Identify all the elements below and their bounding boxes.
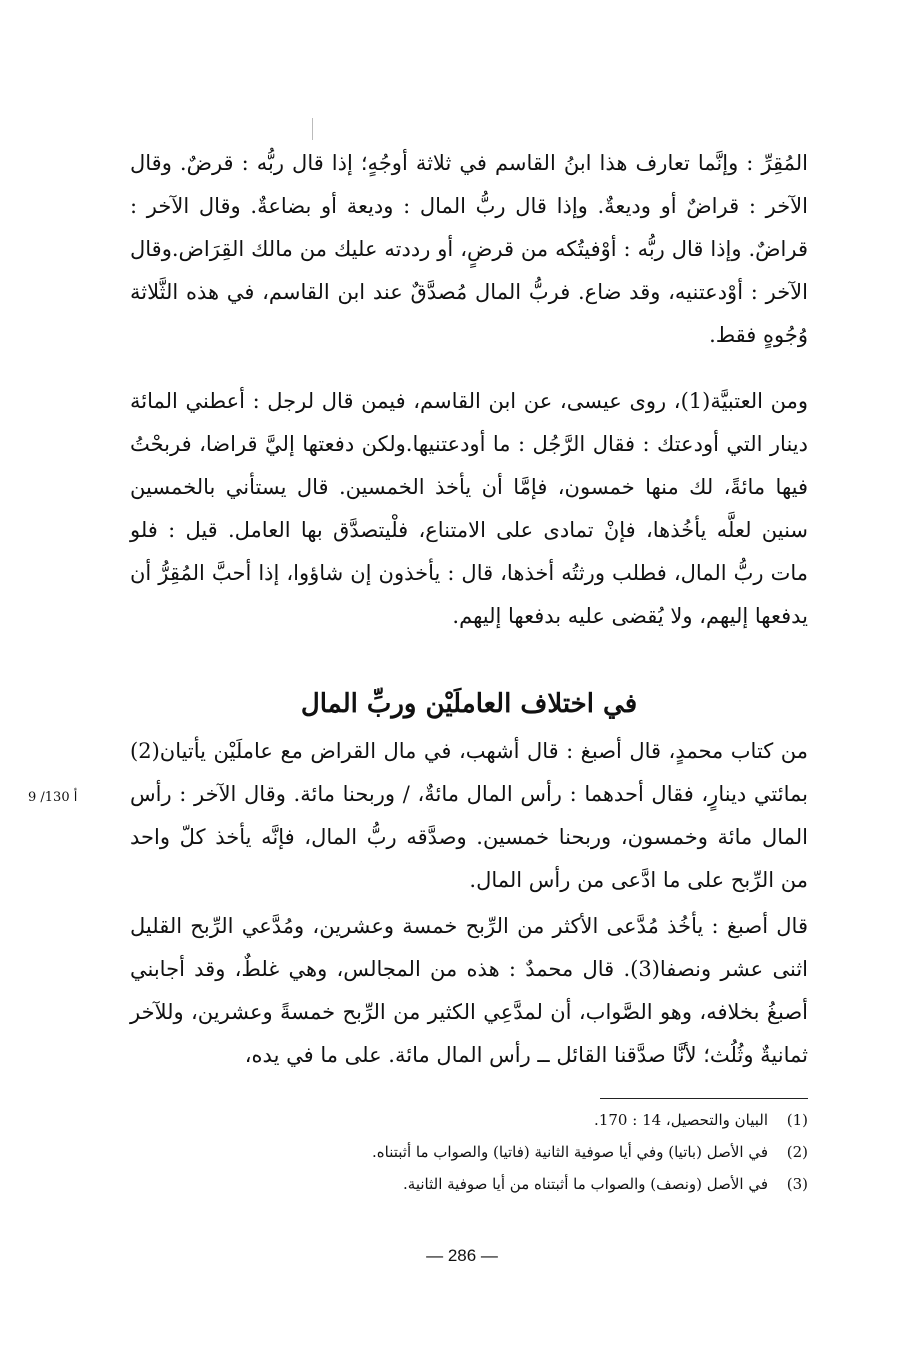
footnote-number: (2): [786, 1143, 808, 1161]
footnote-divider: [600, 1098, 808, 1099]
scan-mark: [312, 118, 313, 140]
paragraph-4: قال أصبغ : يأخُذ مُدَّعى الأكثر من الرِّبح خمسة وعشرين، ومُدَّعي الرِّبح القليل اثنى عشر ونصفا(3). قال محمدٌ : هذه من المجالس، وهي غلطٌ، وقد أجابني أصبغُ بخلافه، وهو الصَّواب، أن لمدَّعِي الكثير من الرِّبح خمسةً وعشرين، وللآخر ثمانيةٌ وثُلُث؛ لأنَّا صدَّقنا القائل ــ رأس المال مائة. على ما في يده،: [130, 914, 808, 1067]
footnote-text: البيان والتحصيل، 14 : 170.: [594, 1111, 768, 1129]
paragraph-2: ومن العتبيَّة(1)، روى عيسى، عن ابن القاسم، فيمن قال لرجل : أعطني المائة دينار التي أودعتك : فقال الرَّجُل : ما أودعتنيها.ولكن دفعتها إليَّ قراضا، فربحْتُ فيها مائةً، لك منها خمسون، فإمَّا أن يأخذ الخمسين. قال يستأني بالخمسين سنين لعلَّه يأخُذها، فإنْ تمادى على الامتناع، فلْيتصدَّق بها العامل. قيل : فلو مات ربُّ المال، فطلب ورثتُه أخذها، قال : يأخذون إن شاؤوا، إذا أحبَّ المُقِرُّ أن يدفعها إليهم، ولا يُقضى عليه بدفعها إليهم.: [130, 389, 808, 628]
paragraph-1: المُقِرِّ : وإنَّما تعارف هذا ابنُ القاسم في ثلاثة أوجُهٍ؛ إذا قال ربُّه : قرضٌ. وقال الآخر : قراضٌ أو وديعةٌ. وإذا قال ربُّ المال : وديعة أو بضاعةٌ. وقال الآخر : قراضٌ. وإذا قال ربُّه : أوْفيتُكه من قرضٍ، أو رددته عليك من مالك القِرَاض.وقال الآخر : أوْدعتنيه، وقد ضاع. فربُّ المال مُصدَّقٌ عند ابن القاسم، في هذه الثَّلاثة وُجُوهٍ فقط.: [130, 151, 808, 347]
footnote: [130, 1168, 808, 1200]
footnote-number: (1): [786, 1111, 808, 1129]
footnote-number: (3): [786, 1175, 808, 1193]
footnote-text: في الأصل (باتيا) وفي أيا صوفية الثانية (فاتيا) والصواب ما أثبتناه.: [372, 1143, 768, 1161]
footnote-text: في الأصل (ونصف) والصواب ما أثبتناه من أيا صوفية الثانية.: [403, 1175, 768, 1193]
footnote: [130, 1104, 808, 1136]
footnotes: [130, 1104, 808, 1200]
page-number: — 286 —: [426, 1246, 498, 1265]
manuscript-folio-note: 9 /130 أ: [28, 790, 78, 805]
footnote: [130, 1136, 808, 1168]
paragraph-3: من كتاب محمدٍ، قال أصبغ : قال أشهب، في مال القراض مع عاملَيْن يأتيان(2) بمائتي دينارٍ، فقال أحدهما : رأس المال مائةٌ، / وربحنا مائة. وقال الآخر : رأس المال مائة وخمسون، وربحنا خمسين. وصدَّقه ربُّ المال، فإنَّه يأخذ كلّ واحد من الرِّبح على ما ادَّعى من رأس المال.: [130, 739, 808, 892]
section-heading: في اختلاف العاملَيْن وربِّ المال: [300, 688, 638, 719]
